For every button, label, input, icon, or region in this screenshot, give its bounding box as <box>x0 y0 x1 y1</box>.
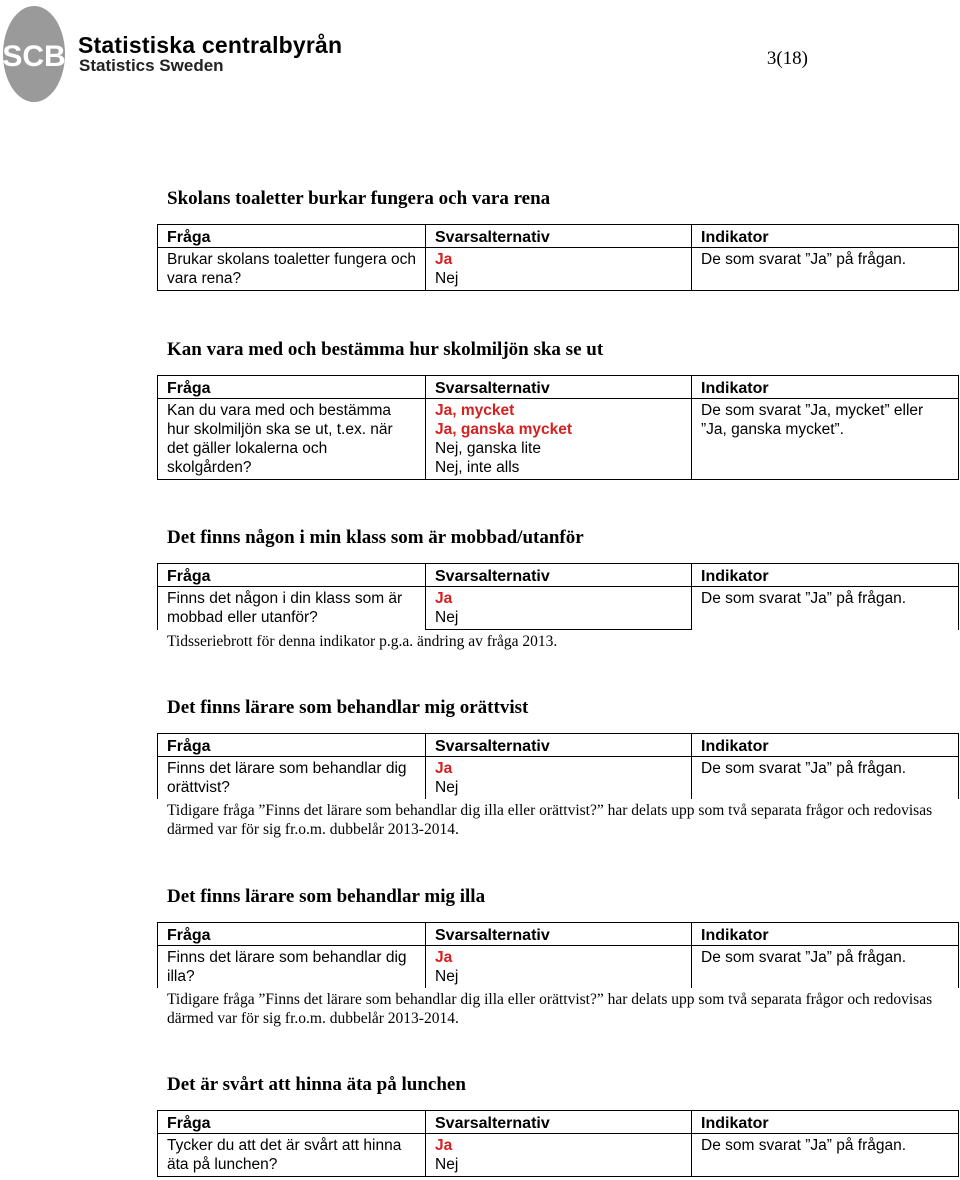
question-text: Finns det lärare som behandlar dig illa? <box>158 946 426 989</box>
org-name: Statistiska centralbyrån <box>78 32 343 58</box>
question-text: Finns det någon i din klass som är mobbad eller utanför? <box>158 587 426 630</box>
answer-option: Ja <box>435 251 453 268</box>
org-name-en: Statistics Sweden <box>79 56 224 75</box>
header-answer: Svarsalternativ <box>426 564 692 587</box>
scb-logo <box>0 0 420 110</box>
section-title: Det finns någon i min klass som är mobbad/utanför <box>167 527 584 548</box>
section-unfair-teachers <box>157 697 958 839</box>
table-row <box>158 248 959 291</box>
section-note: Tidsseriebrott för denna indikator p.g.a. ändring av fråga 2013. <box>167 633 558 650</box>
table-header-row <box>158 923 959 946</box>
header-indicator: Indikator <box>692 376 959 399</box>
svg-text:SCB: SCB <box>2 40 66 73</box>
indicator-text: De som svarat ”Ja, mycket” eller ”Ja, ganska mycket”. <box>692 399 959 480</box>
indicator-table <box>157 733 959 799</box>
section-note: Tidigare fråga ”Finns det lärare som behandlar dig illa eller orättvist?” har delats upp som två separata frågor och redovisas därmed var för sig fr.o.m. dubbelår 2013-2014. <box>167 802 933 838</box>
answer-option: Ja <box>435 1137 453 1154</box>
indicator-text: De som svarat ”Ja” på frågan. <box>692 248 959 291</box>
section-bad-teachers <box>157 886 958 1028</box>
answer-options <box>426 399 692 480</box>
section-lunch <box>157 1074 958 1177</box>
table-header-row <box>158 225 959 248</box>
section-title: Det är svårt att hinna äta på lunchen <box>167 1074 466 1095</box>
table-header-row <box>158 376 959 399</box>
answer-options <box>426 587 692 630</box>
answer-option: Nej, ganska lite <box>435 440 541 457</box>
answer-option: Ja, ganska mycket <box>435 421 573 438</box>
table-row <box>158 587 959 630</box>
answer-options <box>426 1134 692 1177</box>
answer-option: Nej <box>435 609 459 626</box>
header-indicator: Indikator <box>692 564 959 587</box>
section-toilets <box>157 188 958 291</box>
section-bullying <box>157 527 958 651</box>
table-header-row <box>158 734 959 757</box>
answer-option: Nej <box>435 968 459 985</box>
header-indicator: Indikator <box>692 225 959 248</box>
header-answer: Svarsalternativ <box>426 376 692 399</box>
indicator-text: De som svarat ”Ja” på frågan. <box>692 1134 959 1177</box>
header-answer: Svarsalternativ <box>426 225 692 248</box>
header-question: Fråga <box>158 923 426 946</box>
section-note: Tidigare fråga ”Finns det lärare som behandlar dig illa eller orättvist?” har delats upp som två separata frågor och redovisas därmed var för sig fr.o.m. dubbelår 2013-2014. <box>167 991 933 1027</box>
table-header-row <box>158 1111 959 1134</box>
header-answer: Svarsalternativ <box>426 734 692 757</box>
header-question: Fråga <box>158 564 426 587</box>
answer-option: Ja <box>435 590 453 607</box>
table-row <box>158 399 959 480</box>
table-row <box>158 946 959 989</box>
answer-option: Nej <box>435 270 459 287</box>
header-question: Fråga <box>158 734 426 757</box>
header-answer: Svarsalternativ <box>426 923 692 946</box>
indicator-table <box>157 224 959 291</box>
table-row <box>158 757 959 800</box>
scb-logo-icon <box>2 4 66 104</box>
indicator-table <box>157 1110 959 1177</box>
header-question: Fråga <box>158 376 426 399</box>
question-text: Finns det lärare som behandlar dig orättvist? <box>158 757 426 800</box>
question-text: Brukar skolans toaletter fungera och vara rena? <box>158 248 426 291</box>
answer-option: Ja, mycket <box>435 402 515 419</box>
table-row <box>158 1134 959 1177</box>
indicator-text: De som svarat ”Ja” på frågan. <box>692 757 959 800</box>
answer-option: Nej <box>435 1156 459 1173</box>
header-question: Fråga <box>158 1111 426 1134</box>
answer-option: Nej, inte alls <box>435 459 520 476</box>
answer-option: Nej <box>435 779 459 796</box>
answer-option: Ja <box>435 949 453 966</box>
indicator-text: De som svarat ”Ja” på frågan. <box>692 587 959 630</box>
header-answer: Svarsalternativ <box>426 1111 692 1134</box>
header-question: Fråga <box>158 225 426 248</box>
question-text: Tycker du att det är svårt att hinna äta på lunchen? <box>158 1134 426 1177</box>
indicator-table <box>157 563 959 630</box>
answer-options <box>426 248 692 291</box>
section-school-environment <box>157 339 958 480</box>
question-text: Kan du vara med och bestämma hur skolmiljön ska se ut, t.ex. när det gäller lokalerna och skolgården? <box>158 399 426 480</box>
header-indicator: Indikator <box>692 1111 959 1134</box>
page-number: 3(18) <box>766 48 808 69</box>
answer-option: Ja <box>435 760 453 777</box>
section-title: Kan vara med och bestämma hur skolmiljön ska se ut <box>167 339 604 360</box>
header-indicator: Indikator <box>692 734 959 757</box>
section-title: Det finns lärare som behandlar mig illa <box>167 886 486 907</box>
indicator-text: De som svarat ”Ja” på frågan. <box>692 946 959 989</box>
header-indicator: Indikator <box>692 923 959 946</box>
indicator-table <box>157 375 959 480</box>
section-title: Det finns lärare som behandlar mig orättvist <box>167 697 529 718</box>
indicator-table <box>157 922 959 988</box>
answer-options <box>426 757 692 800</box>
table-header-row <box>158 564 959 587</box>
answer-options <box>426 946 692 989</box>
section-title: Skolans toaletter burkar fungera och vara rena <box>167 188 551 209</box>
